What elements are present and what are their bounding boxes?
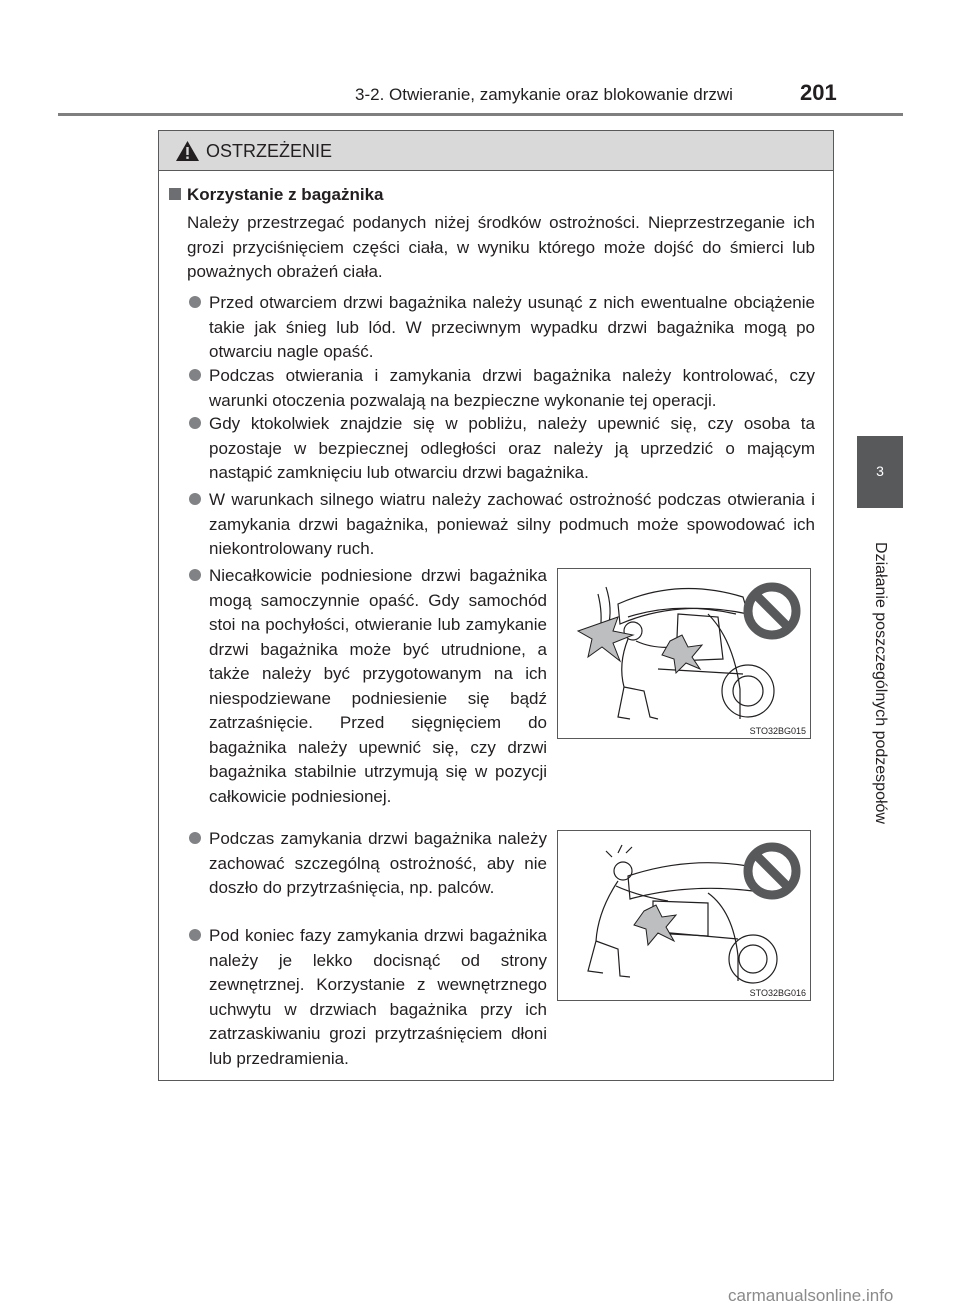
bullet-dot-icon [189,369,201,381]
page-number: 201 [800,80,837,105]
section-heading [169,185,384,205]
bullet-dot-icon [189,832,201,844]
chapter-tab [857,436,903,508]
tailgate-falling-drawing [558,569,810,738]
watermark: carmanualsonline.info [728,1286,894,1305]
warning-box [158,130,834,1081]
tailgate-closing-drawing [558,831,810,1000]
chapter-label: Działanie poszczególnych podzespołów [872,542,889,824]
chapter-number: 3 [876,463,884,479]
prohibited-icon [748,847,796,895]
bullet-dot-icon [189,929,201,941]
list-item-text: Pod koniec fazy zamykania drzwi bagażnika należy je lekko docisnąć od strony zewnętrznej. Korzystanie z wewnętrznego uchwytu w drzwiach bagażnika przy ich zatrzaskiwaniu grozi przytrzaśnięciem dłoni lub przedramienia. [209,926,547,1068]
illustration-tailgate-falling [557,568,811,739]
figure-code: STO32BG016 [749,988,806,998]
section-heading-text: Korzystanie z bagażnika [187,185,384,204]
list-item-text: Gdy ktokolwiek znajdzie się w pobliżu, należy upewnić się, czy osoba ta pozostaje w bezpiecznej odległości oraz należy ją uprzedzić o mającym nastąpić zamknięciu lub otwarciu drzwi bagażnika. [209,414,815,482]
bullet-dot-icon [189,569,201,581]
list-item-text: W warunkach silnego wiatru należy zachować ostrożność podczas otwierania i zamykania drzwi bagażnika, ponieważ silny podmuch może spowodować ich niekontrolowany ruch. [209,490,815,558]
warning-triangle-icon [175,140,200,162]
list-item-text: Podczas zamykania drzwi bagażnika należy zachować szczególną ostrożność, aby nie doszło do przytrzaśnięcia, np. palców. [209,829,547,897]
list-item [209,364,815,413]
prohibited-icon [748,587,796,635]
list-item [209,488,815,562]
list-item [209,412,815,486]
list-item-text: Przed otwarciem drzwi bagażnika należy usunąć z nich ewentualne obciążenie takie jak śnieg lub lód. W przeciwnym wypadku drzwi bagażnika mogą po otwarciu nagle opaść. [209,293,815,361]
warning-title: OSTRZEŻENIE [206,141,333,161]
bullet-dot-icon [189,493,201,505]
figure-code: STO32BG015 [749,726,806,736]
intro-paragraph: Należy przestrzegać podanych niżej środków ostrożności. Nieprzestrzeganie ich grozi przyciśnięciem części ciała, w wyniku którego może dojść do śmierci lub poważnych obrażeń ciała. [187,213,815,281]
header-rule [58,113,903,116]
list-item [209,827,547,901]
warning-header [159,131,833,171]
list-item-text: Niecałkowicie podniesione drzwi bagażnika mogą samoczynnie opaść. Gdy samochód stoi na pochyłości, otwieranie lub zamykanie drzwi bagażnika może być utrudnione, a także należy być przygotowanym na ich niespodziewane podniesienie się bądź zatrzaśnięcie. Przed sięgnięciem do bagażnika należy upewnić się, czy drzwi bagażnika stabilnie utrzymują się w pozycji całkowicie podniesionej. [209,566,547,806]
running-header-title: 3-2. Otwieranie, zamykanie oraz blokowanie drzwi [355,85,733,104]
section-square-icon [169,188,181,200]
bullet-dot-icon [189,296,201,308]
list-item [209,291,815,365]
list-item [209,924,547,1071]
bullet-dot-icon [189,417,201,429]
illustration-tailgate-closing [557,830,811,1001]
list-item-text: Podczas otwierania i zamykania drzwi bagażnika należy kontrolować, czy warunki otoczenia pozwalają na bezpieczne wykonanie tej operacji. [209,366,815,410]
list-item [209,564,547,809]
